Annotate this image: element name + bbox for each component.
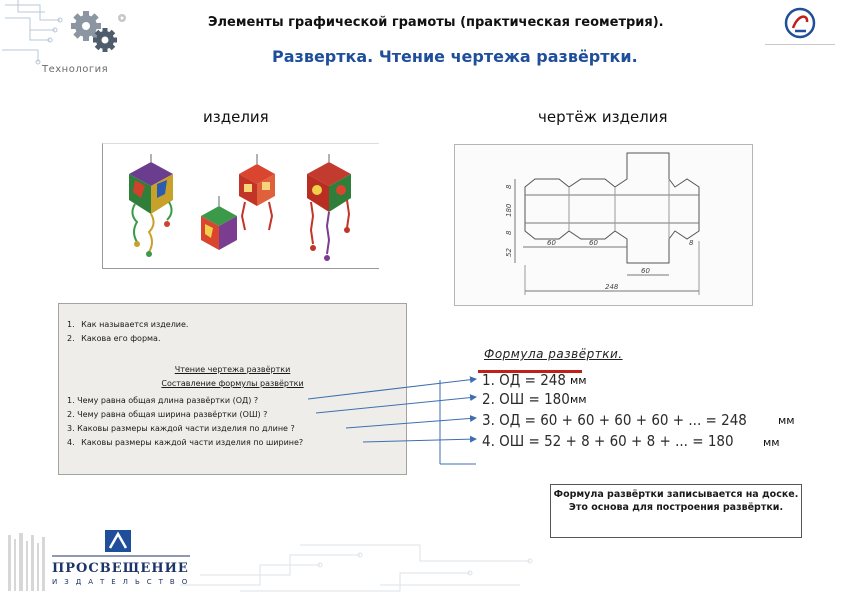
formula-line-3: 3. ОД = 60 + 60 + 60 + 60 + ... = 248 [482,411,747,429]
dim-label: 248 [605,283,619,291]
dim-label: 8 [505,230,513,235]
unit-label: мм [570,374,587,387]
lantern-4 [201,196,237,250]
lantern-3 [307,154,351,261]
dim-label: 60 [641,267,650,275]
unit-label: мм [570,393,587,406]
formula-line-1: 1. ОД = 248 [482,371,566,389]
page-title: Развертка. Чтение чертежа развёртки. [272,47,638,66]
publisher-logo-icon [784,6,816,40]
publisher-name: ПРОСВЕЩЕНИЕ [52,561,189,576]
list-item: 1. Чему равна общая длина развёртки (ОД) ? [67,396,259,405]
formula-line-4: 4. ОШ = 52 + 8 + 60 + 8 + ... = 180 [482,432,734,450]
caption-products: изделия [203,108,269,126]
unit-label: мм [763,436,780,449]
questions-box [58,303,407,475]
unit-label: мм [778,414,795,427]
note-box: Формула развёртки записывается на доске. Это основа для построения развёртки. [550,484,802,538]
formula-line-2: 2. ОШ = 180 [482,390,570,408]
net-drawing [455,145,752,305]
list-item: 1. Как называется изделие. [67,320,189,329]
list-item: 3. Каковы размеры каждой части изделия по длине ? [67,424,295,433]
list-item: 2. Какова его форма. [67,334,161,343]
lantern-illustration [103,144,379,268]
publisher-subtitle: ИЗДАТЕЛЬСТВО [52,578,195,586]
dim-label: 180 [505,203,513,217]
circuit-gear-logo [0,0,140,70]
drawing-questions [67,394,303,450]
header-title: Элементы графической грамоты (практическая геометрия). [208,15,664,30]
dim-label: 52 [505,248,513,257]
intro-questions [67,318,188,346]
list-item: 2. Чему равна общая ширина развёртки (ОШ) ? [67,410,268,419]
products-photo [102,143,379,269]
logo-rule [765,44,835,45]
lantern-2 [239,154,275,230]
lantern-1 [129,154,173,257]
caption-drawing: чертёж изделия [538,108,668,126]
technical-drawing [454,144,753,306]
list-item: 4. Каковы размеры каждой части изделия по ширине? [67,438,304,447]
formula-heading: Составление формулы развёртки [161,379,304,388]
dim-label: 8 [505,184,513,189]
reading-heading: Чтение чертежа развёртки [174,365,291,374]
dim-label: 60 [547,239,556,247]
dim-label: 8 [689,239,694,247]
subject-label: Технология [42,64,109,75]
dim-label: 60 [589,239,598,247]
formula-title: Формула развёртки. [484,347,623,361]
